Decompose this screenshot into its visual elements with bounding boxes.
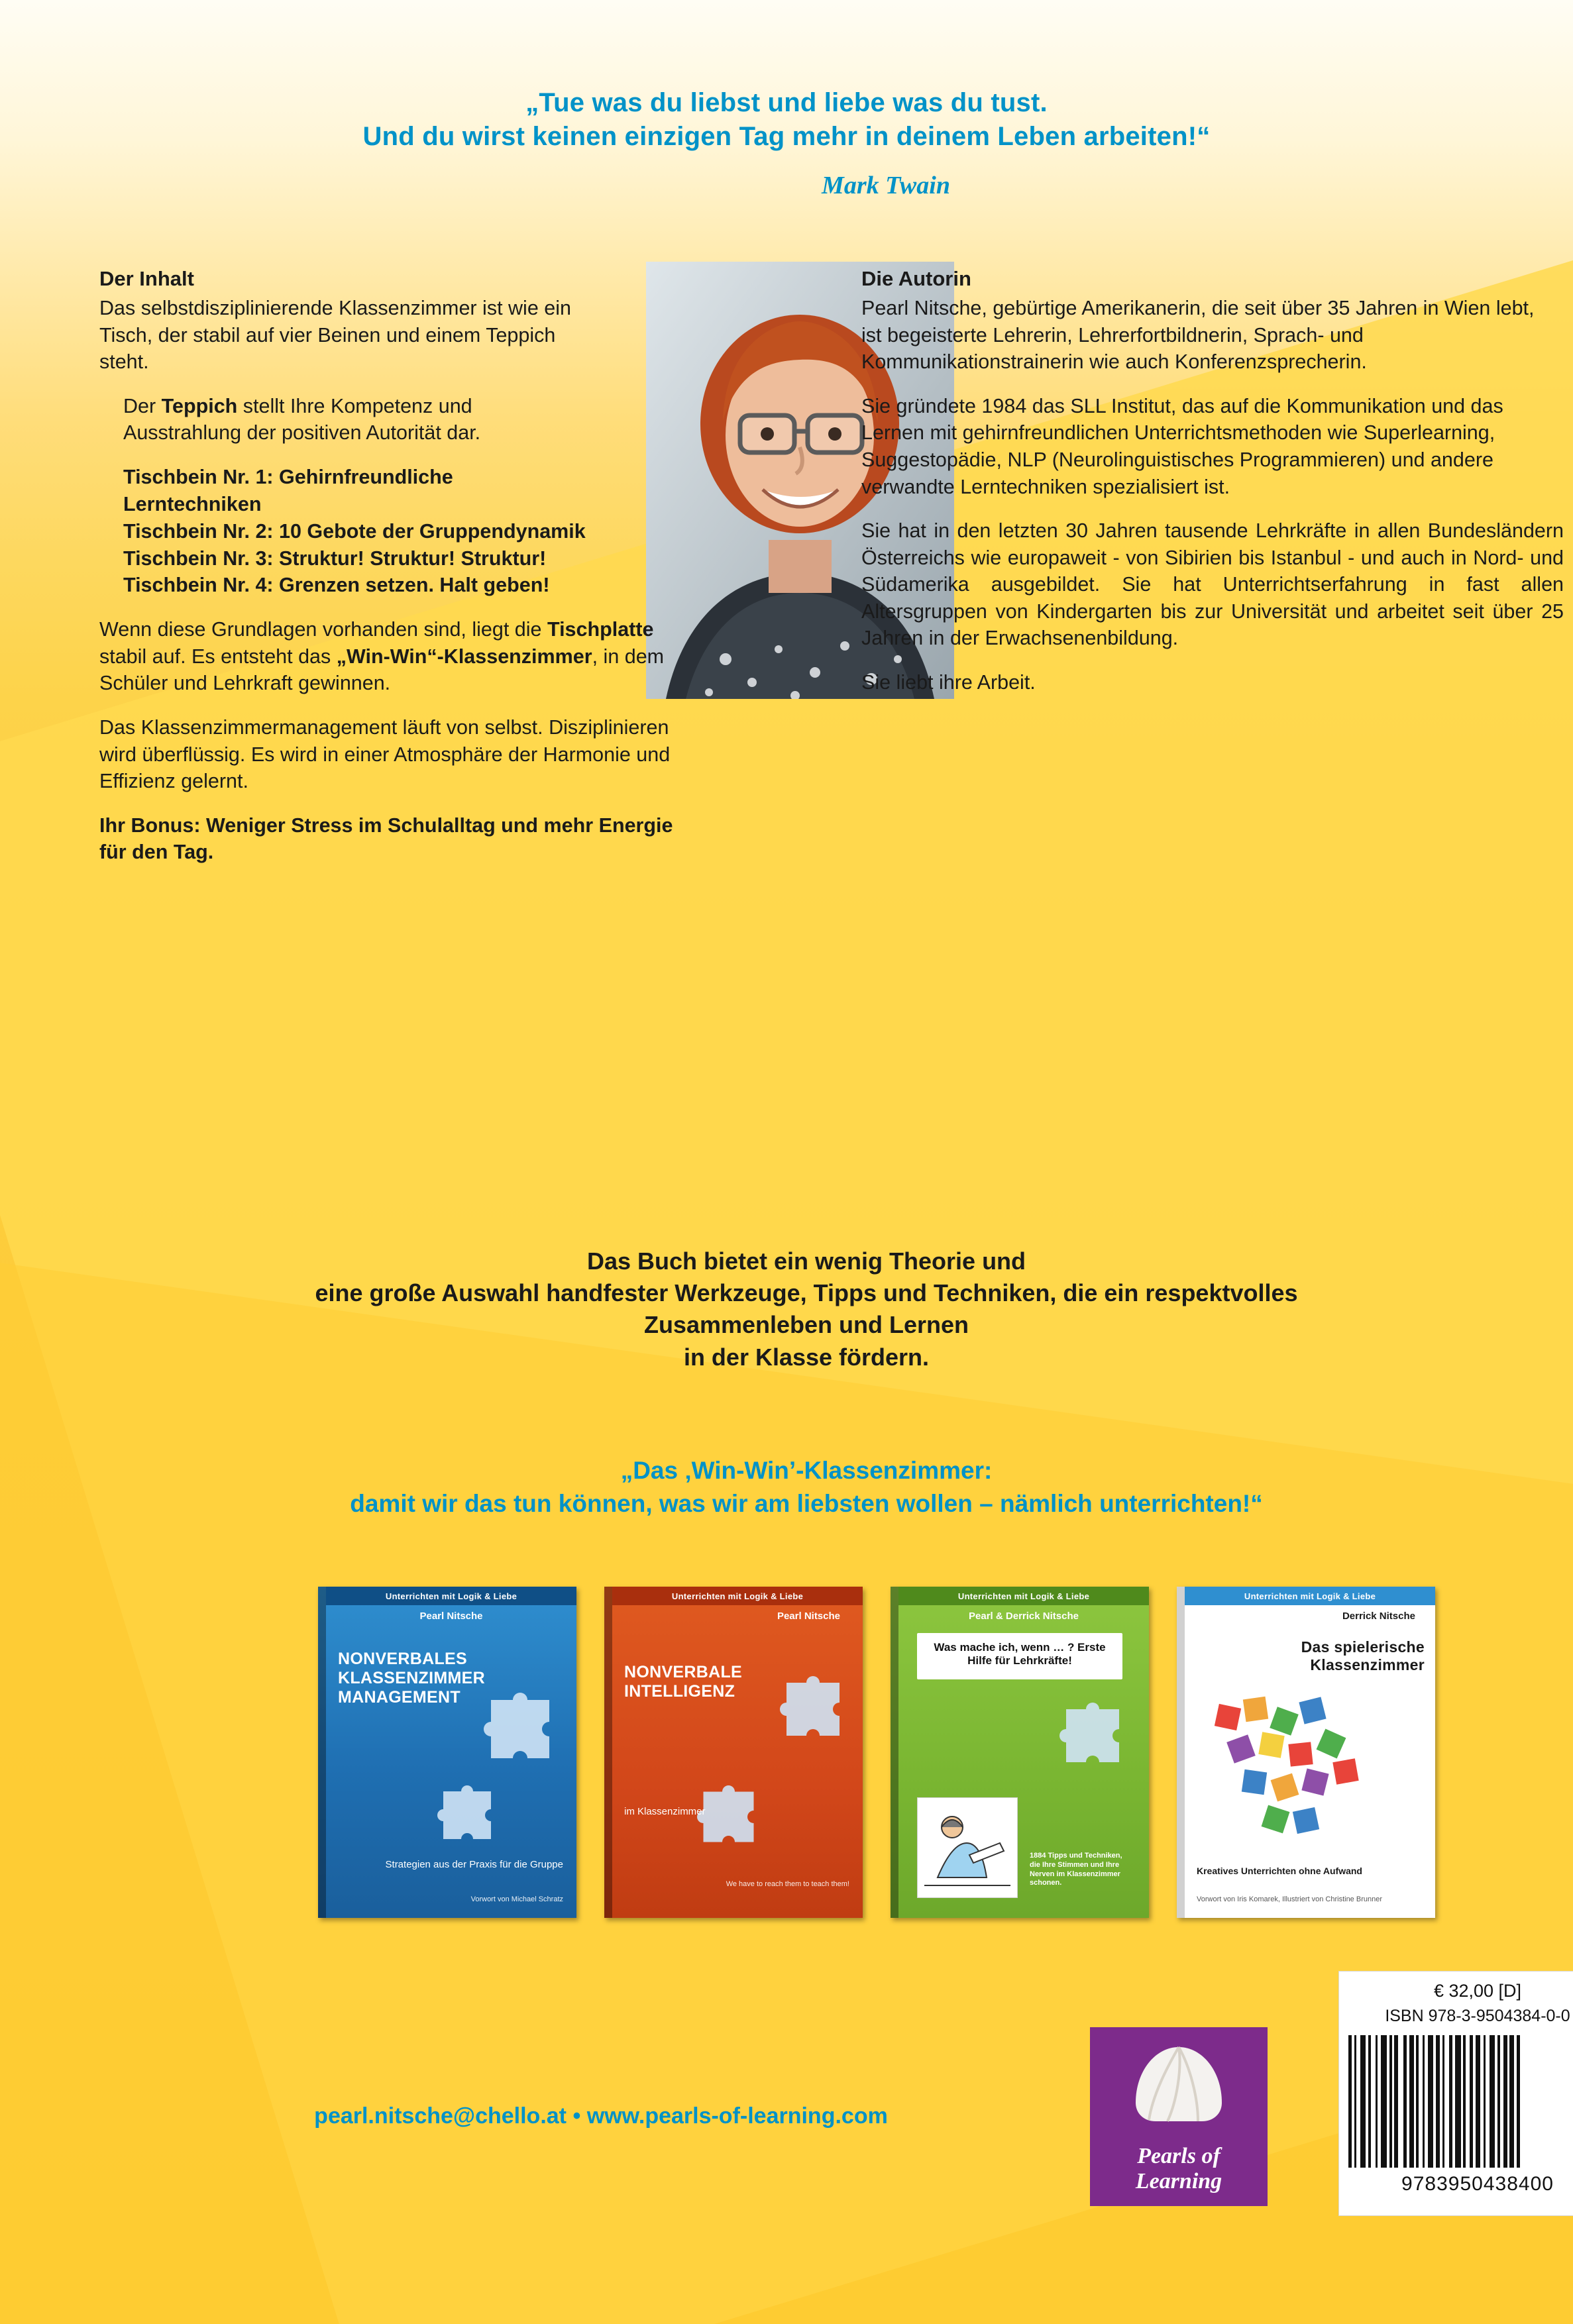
book-cover-thumbnail[interactable] <box>604 1587 863 1918</box>
barcode-number: 9783950438400 <box>1401 2173 1554 2195</box>
cover-author: Pearl Nitsche <box>419 1611 483 1622</box>
cover-author: Pearl & Derrick Nitsche <box>969 1611 1079 1622</box>
cover-series-band: Unterrichten mit Logik & Liebe <box>612 1587 863 1605</box>
promo-line-4: in der Klasse fördern. <box>683 1343 930 1371</box>
author-paragraph-1: Pearl Nitsche, gebürtige Amerikanerin, die seit über 35 Jahren in Wien lebt, ist begeisterte Lehrerin, Lehrerfortbildnerin, Sprach- und Kommunikationstrainerin wie auch Konferenzsprecherin. <box>861 297 1535 374</box>
isbn-label: ISBN 978-3-9504384-0-0 <box>1385 2007 1570 2025</box>
teacher-illustration <box>918 1798 1017 1897</box>
book-cover-thumbnail[interactable] <box>1177 1587 1435 1918</box>
publisher-logo <box>1090 2027 1268 2206</box>
puzzle-piece-icon <box>484 1693 557 1766</box>
cover-subtitle: Kreatives Unterrichten ohne Aufwand <box>1197 1865 1362 1876</box>
content-paragraph-1: Das selbstdisziplinierende Klassenzimmer ist wie ein Tisch, der stabil auf vier Beinen und einem Teppich steht. <box>99 297 571 374</box>
price-label: € 32,00 [D] <box>1433 1981 1522 2001</box>
left-column-heading: Der Inhalt <box>99 267 194 290</box>
content-paragraph-4: Das Klassenzimmermanagement läuft von selbst. Disziplinieren wird überflüssig. Es wird in einer Atmosphäre der Harmonie und Effizienz gelernt. <box>99 716 671 793</box>
left-column <box>99 265 676 883</box>
related-books-row <box>318 1587 1458 1925</box>
center-quote-line-1: „Das ‚Win-Win’-Klassenzimmer: <box>620 1457 993 1484</box>
list-item: Tischbein Nr. 3: Struktur! Struktur! Struktur! <box>123 547 547 570</box>
right-column <box>861 265 1564 713</box>
headline-quote <box>0 86 1573 154</box>
cover-footnote: We have to reach them to teach them! <box>726 1880 849 1888</box>
quote-line-2: Und du wirst keinen einzigen Tag mehr in deinem Leben arbeiten!“ <box>362 122 1211 152</box>
content-paragraph-2 <box>123 393 594 447</box>
promo-line-1: Das Buch bietet ein wenig Theorie und <box>586 1247 1026 1275</box>
cover-series-band: Unterrichten mit Logik & Liebe <box>1185 1587 1435 1605</box>
list-item: Tischbein Nr. 1: Gehirnfreundliche Lerntechniken <box>123 466 453 515</box>
cover-subtitle: im Klassenzimmer <box>624 1806 706 1818</box>
puzzle-piece-icon <box>1059 1703 1126 1769</box>
cover-illustration <box>917 1797 1018 1898</box>
promo-line-2: eine große Auswahl handfester Werkzeuge, Tipps und Techniken, die ein respektvolles <box>315 1279 1298 1307</box>
author-paragraph-4: Sie liebt ihre Arbeit. <box>861 670 1036 694</box>
p2-bold: Teppich <box>161 394 238 417</box>
shell-icon <box>1129 2042 1228 2128</box>
cover-subtitle: Strategien aus der Praxis für die Gruppe <box>385 1859 563 1871</box>
author-paragraph-2: Sie gründete 1984 das SLL Institut, das auf die Kommunikation und das Lernen mit gehirnfreundlichen Unterrichtsmethoden wie Superlearning, Suggestopädie, NLP (Neurolinguistisches Programmieren) und andere verwandte Lerntechniken spezialisiert ist. <box>861 394 1503 498</box>
quote-author: Mark Twain <box>822 172 950 199</box>
cover-series-band: Unterrichten mit Logik & Liebe <box>326 1587 576 1605</box>
cover-spine <box>891 1587 898 1918</box>
bonus-paragraph: Ihr Bonus: Weniger Stress im Schulalltag und mehr Energie für den Tag. <box>99 814 673 864</box>
cover-author: Pearl Nitsche <box>777 1611 840 1622</box>
right-column-heading: Die Autorin <box>861 267 971 290</box>
cover-footnote: Vorwort von Michael Schratz <box>470 1895 563 1903</box>
cover-spine <box>604 1587 612 1918</box>
content-paragraph-3 <box>99 616 676 697</box>
puzzle-piece-icon <box>780 1676 846 1742</box>
promo-line-3: Zusammenleben und Lernen <box>643 1311 969 1339</box>
p3-d: „Win-Win“-Klassenzimmer <box>336 645 592 668</box>
list-item: Tischbein Nr. 2: 10 Gebote der Gruppendynamik <box>123 519 586 543</box>
center-promo-block <box>80 1245 1533 1373</box>
cover-footnote: Vorwort von Iris Komarek, Illustriert von Christine Brunner <box>1197 1895 1382 1903</box>
p2-pre: Der <box>123 394 162 417</box>
publisher-name <box>1136 2144 1222 2194</box>
tischbein-list <box>123 464 587 599</box>
p2-post: stellt Ihre Kompetenz und Ausstrahlung der positiven Autorität dar. <box>123 394 481 445</box>
author-paragraph-3: Sie hat in den letzten 30 Jahren tausende Lehrkräfte in allen Bundesländern Österreichs wie europaweit - von Sibirien bis Istanbul - und auch in Nord- und Südamerika ausgebildet. Sie hat Unterrichtserfahrung in fast allen Altersgruppen von Kindergarten bis zur Universität und arbeitet seit über 25 Jahren in der Erwachsenenbildung. <box>861 519 1564 650</box>
contact-line[interactable]: pearl.nitsche@chello.at • www.pearls-of-learning.com <box>314 2103 888 2129</box>
cover-title: NONVERBALE INTELLIGENZ <box>624 1663 743 1701</box>
book-cover-thumbnail[interactable] <box>891 1587 1149 1918</box>
list-item: Tischbein Nr. 4: Grenzen setzen. Halt geben! <box>123 574 550 597</box>
p3-e: , in dem Schüler und Lehrkraft gewinnen. <box>99 645 665 695</box>
book-cover-thumbnail[interactable] <box>318 1587 576 1918</box>
barcode-bars <box>1348 2035 1573 2168</box>
cover-author: Derrick Nitsche <box>1342 1611 1415 1622</box>
publisher-name-line-1: Pearls of <box>1137 2143 1220 2168</box>
quote-line-1: „Tue was du liebst und liebe was du tust. <box>525 88 1048 117</box>
cover-spine <box>318 1587 326 1918</box>
cover-spine <box>1177 1587 1185 1918</box>
publisher-name-line-2: Learning <box>1135 2168 1222 2193</box>
cover-title: NONVERBALES KLASSENZIMMER MANAGEMENT <box>338 1650 485 1707</box>
p3-b: Tischplatte <box>547 618 654 641</box>
cover-subtitle: 1884 Tipps und Techniken, die Ihre Stimmen und Ihre Nerven im Klassenzimmer schonen. <box>1030 1852 1122 1887</box>
cover-title: Was mache ich, wenn … ? Erste Hilfe für Lehrkräfte! <box>934 1641 1106 1667</box>
colorful-puzzle-illustration <box>1203 1686 1402 1852</box>
p3-a: Wenn diese Grundlagen vorhanden sind, liegt die <box>99 618 547 641</box>
barcode-block <box>1338 1971 1573 2216</box>
cover-title: Das spielerische Klassenzimmer <box>1301 1638 1425 1673</box>
puzzle-piece-icon <box>437 1785 497 1845</box>
center-quote-block <box>80 1454 1533 1520</box>
cover-series-band: Unterrichten mit Logik & Liebe <box>898 1587 1149 1605</box>
p3-c: stabil auf. Es entsteht das <box>99 645 337 668</box>
center-quote-line-2: damit wir das tun können, was wir am liebsten wollen – nämlich unterrichten!“ <box>350 1489 1263 1517</box>
